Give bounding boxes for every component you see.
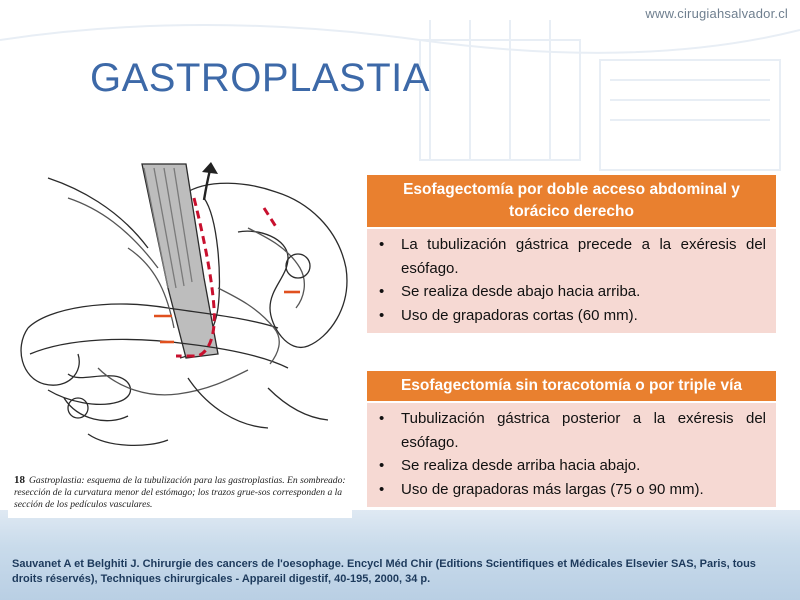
bullet-icon: • bbox=[379, 236, 385, 253]
bullet-icon: • bbox=[379, 480, 385, 498]
info-box-body bbox=[366, 402, 777, 508]
bullet-list bbox=[377, 233, 766, 327]
stomach-anatomy-icon bbox=[8, 158, 352, 470]
page-title: GASTROPLASTIA bbox=[90, 56, 430, 100]
info-box-triple-access bbox=[366, 370, 777, 508]
bullet-icon: • bbox=[379, 410, 385, 427]
info-box-title: Esofagectomía sin toracotomía o por triple vía bbox=[366, 370, 777, 402]
reference-citation: Sauvanet A et Belghiti J. Chirurgie des cancers de l'oesophage. Encycl Méd Chir (Editions Scientifiques et Médicales Elsevier SAS, Paris, tous droits réservés), Techniques chirurgicales - Appareil digestif, 40-195, 2000, 34 p. bbox=[12, 558, 756, 585]
list-item: • La tubulización gástrica precede a la exéresis del esófago. bbox=[401, 233, 766, 280]
list-item: • Uso de grapadoras más largas (75 o 90 mm). bbox=[401, 478, 766, 502]
list-item: • Se realiza desde abajo hacia arriba. bbox=[401, 280, 766, 304]
figure-caption bbox=[14, 474, 346, 511]
info-box-title: Esofagectomía por doble acceso abdominal y torácico derecho bbox=[366, 174, 777, 228]
info-box-double-access bbox=[366, 174, 777, 334]
info-box-body bbox=[366, 228, 777, 334]
list-item: • Se realiza desde arriba hacia abajo. bbox=[401, 454, 766, 478]
bullet-icon: • bbox=[379, 306, 385, 324]
bullet-list bbox=[377, 407, 766, 501]
figure-caption-text: Gastroplastia: esquema de la tubulización para las gastroplastias. En sombreado: resección de la curvatura menor del estómago; los trazos grue-sos corresponden a la sección de los pedículos vasculares. bbox=[14, 475, 346, 510]
list-item: • Tubulización gástrica posterior a la exéresis del esófago. bbox=[401, 407, 766, 454]
figure-number: 18 bbox=[14, 474, 25, 486]
list-item: • Uso de grapadoras cortas (60 mm). bbox=[401, 304, 766, 328]
anatomy-figure bbox=[8, 158, 352, 518]
site-url: www.cirugiahsalvador.cl bbox=[645, 6, 788, 21]
bullet-icon: • bbox=[379, 457, 385, 474]
bullet-icon: • bbox=[379, 283, 385, 300]
